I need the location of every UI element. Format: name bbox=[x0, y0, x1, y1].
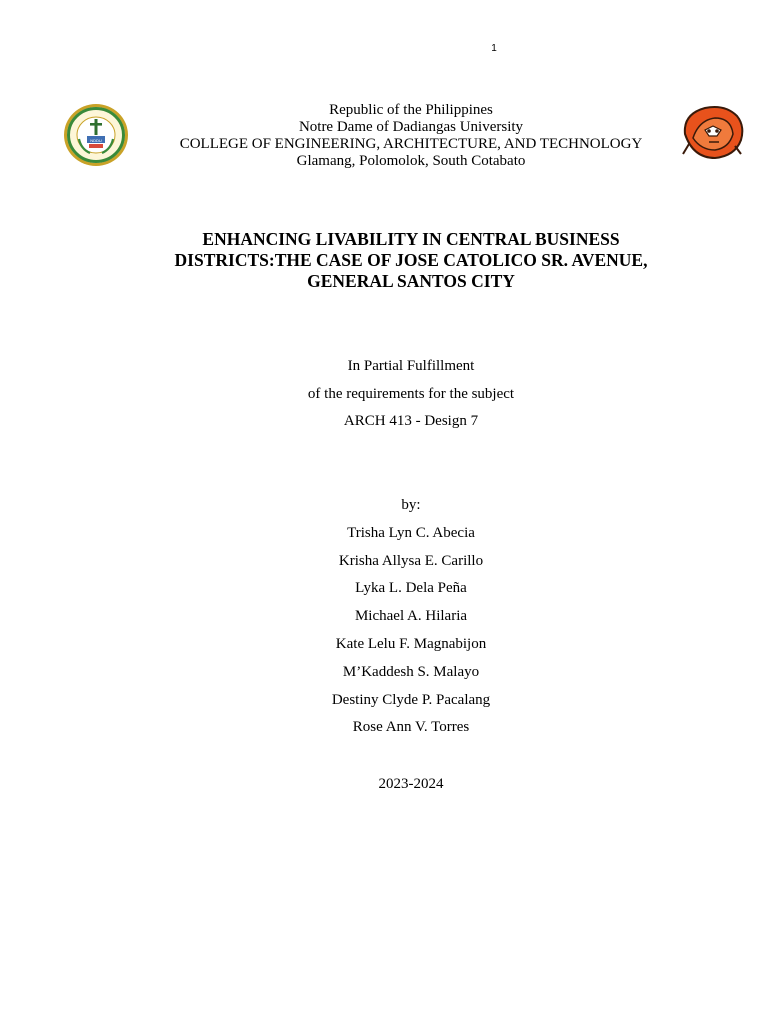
title-line: DISTRICTS:THE CASE OF JOSE CATOLICO SR. AVENUE, bbox=[174, 250, 648, 270]
author-name: Michael A. Hilaria bbox=[354, 608, 468, 625]
svg-text:NDDU: NDDU bbox=[90, 138, 102, 143]
author-name: Rose Ann V. Torres bbox=[352, 719, 470, 736]
institution-header bbox=[130, 102, 692, 170]
fulfillment-line: In Partial Fulfillment bbox=[347, 358, 475, 374]
title-line: GENERAL SANTOS CITY bbox=[307, 271, 515, 291]
author-name: M’Kaddesh S. Malayo bbox=[342, 663, 480, 680]
paper-title bbox=[130, 229, 692, 292]
university-seal-logo bbox=[63, 103, 129, 167]
header-college: COLLEGE OF ENGINEERING, ARCHITECTURE, AND TECHNOLOGY bbox=[179, 136, 643, 152]
title-line: ENHANCING LIVABILITY IN CENTRAL BUSINESS bbox=[202, 229, 620, 249]
fulfillment-statement bbox=[130, 357, 692, 440]
author-name: Destiny Clyde P. Pacalang bbox=[331, 691, 491, 708]
header-address: Glamang, Polomolok, South Cotabato bbox=[296, 153, 526, 169]
by-label: by: bbox=[401, 497, 421, 513]
author-name: Krisha Allysa E. Carillo bbox=[338, 552, 484, 569]
author-list bbox=[130, 496, 692, 746]
header-university: Notre Dame of Dadiangas University bbox=[298, 119, 524, 135]
header-country: Republic of the Philippines bbox=[329, 102, 493, 118]
fulfillment-line: of the requirements for the subject bbox=[307, 385, 515, 402]
course-line: ARCH 413 - Design 7 bbox=[343, 413, 479, 430]
author-name: Trisha Lyn C. Abecia bbox=[347, 524, 475, 541]
author-name: Lyka L. Dela Peña bbox=[355, 580, 467, 597]
academic-year: 2023-2024 bbox=[378, 776, 444, 792]
author-name: Kate Lelu F. Magnabijon bbox=[335, 635, 487, 652]
page-number: 1 bbox=[491, 43, 497, 54]
